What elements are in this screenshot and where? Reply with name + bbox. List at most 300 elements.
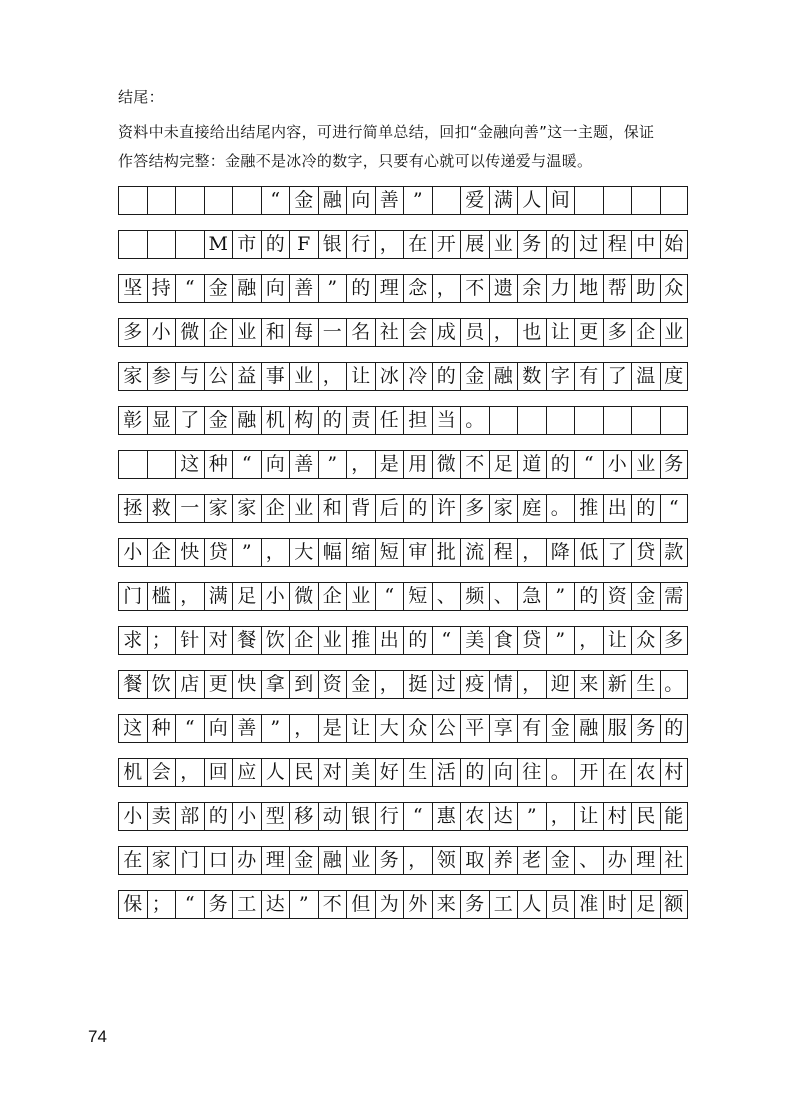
grid-cell: “ bbox=[175, 274, 204, 303]
grid-row bbox=[118, 494, 688, 523]
grid-cell: 槛 bbox=[147, 582, 176, 611]
grid-cell: 这 bbox=[175, 450, 204, 479]
grid-cell: 后 bbox=[375, 494, 404, 523]
grid-cell: 这 bbox=[118, 714, 147, 743]
grid-cell: 需 bbox=[660, 582, 689, 611]
grid-cell: 融 bbox=[489, 362, 518, 391]
grid-row bbox=[118, 626, 688, 655]
grid-cell: 的 bbox=[261, 230, 290, 259]
grid-cell: 卖 bbox=[147, 802, 176, 831]
grid-cell: 不 bbox=[460, 450, 489, 479]
grid-cell: 频 bbox=[460, 582, 489, 611]
grid-cell: 务 bbox=[204, 890, 233, 919]
grid-cell: 、 bbox=[574, 846, 603, 875]
grid-cell: ， bbox=[175, 758, 204, 787]
grid-cell: 挺 bbox=[403, 670, 432, 699]
grid-cell: 的 bbox=[546, 230, 575, 259]
grid-cell: 家 bbox=[118, 362, 147, 391]
grid-cell: 时 bbox=[603, 890, 632, 919]
grid-cell: 惠 bbox=[432, 802, 461, 831]
grid-cell bbox=[432, 186, 461, 215]
grid-cell: 更 bbox=[204, 670, 233, 699]
grid-cell: 市 bbox=[232, 230, 261, 259]
grid-cell: 理 bbox=[375, 274, 404, 303]
grid-cell: 达 bbox=[261, 890, 290, 919]
grid-cell: 的 bbox=[204, 802, 233, 831]
grid-cell: 爱 bbox=[460, 186, 489, 215]
grid-cell: ” bbox=[232, 538, 261, 567]
grid-cell: ” bbox=[517, 802, 546, 831]
grid-cell: 家 bbox=[489, 494, 518, 523]
grid-cell: 融 bbox=[232, 406, 261, 435]
grid-cell: 家 bbox=[232, 494, 261, 523]
grid-cell: 融 bbox=[318, 186, 347, 215]
grid-cell bbox=[574, 406, 603, 435]
grid-cell: 低 bbox=[574, 538, 603, 567]
grid-cell: 企 bbox=[204, 318, 233, 347]
grid-cell: 彰 bbox=[118, 406, 147, 435]
grid-cell bbox=[546, 406, 575, 435]
grid-cell: 微 bbox=[432, 450, 461, 479]
grid-cell: 有 bbox=[574, 362, 603, 391]
grid-cell: 字 bbox=[546, 362, 575, 391]
grid-cell: ， bbox=[261, 538, 290, 567]
grid-cell: 用 bbox=[403, 450, 432, 479]
grid-row bbox=[118, 274, 688, 303]
grid-cell: 员 bbox=[546, 890, 575, 919]
grid-cell: 金 bbox=[546, 846, 575, 875]
grid-cell: 美 bbox=[346, 758, 375, 787]
grid-cell: ” bbox=[546, 582, 575, 611]
grid-cell: 显 bbox=[147, 406, 176, 435]
grid-cell: 种 bbox=[147, 714, 176, 743]
grid-cell: 生 bbox=[403, 758, 432, 787]
grid-cell: 饮 bbox=[261, 626, 290, 655]
grid-cell: 对 bbox=[318, 758, 347, 787]
grid-cell: 社 bbox=[660, 846, 689, 875]
grid-cell: ， bbox=[375, 670, 404, 699]
grid-cell: 针 bbox=[175, 626, 204, 655]
grid-cell: “ bbox=[261, 186, 290, 215]
grid-cell: 业 bbox=[232, 318, 261, 347]
grid-cell: 能 bbox=[660, 802, 689, 831]
grid-cell: 养 bbox=[489, 846, 518, 875]
grid-cell: 门 bbox=[118, 582, 147, 611]
grid-cell: 小 bbox=[261, 582, 290, 611]
grid-cell: 足 bbox=[489, 450, 518, 479]
grid-cell: F bbox=[289, 230, 318, 259]
grid-cell: 新 bbox=[603, 670, 632, 699]
grid-cell: 足 bbox=[232, 582, 261, 611]
grid-cell: 型 bbox=[261, 802, 290, 831]
grid-cell bbox=[517, 406, 546, 435]
grid-cell: 机 bbox=[118, 758, 147, 787]
grid-cell: 业 bbox=[489, 230, 518, 259]
grid-cell: “ bbox=[375, 582, 404, 611]
grid-cell: 的 bbox=[460, 758, 489, 787]
grid-cell: 益 bbox=[232, 362, 261, 391]
grid-cell: 过 bbox=[574, 230, 603, 259]
grid-cell: 民 bbox=[631, 802, 660, 831]
grid-cell: 社 bbox=[375, 318, 404, 347]
grid-cell: 好 bbox=[375, 758, 404, 787]
grid-cell: 的 bbox=[403, 494, 432, 523]
grid-cell: 银 bbox=[346, 802, 375, 831]
grid-cell: 了 bbox=[603, 362, 632, 391]
grid-cell: ” bbox=[318, 450, 347, 479]
grid-cell: 善 bbox=[375, 186, 404, 215]
grid-cell: 疫 bbox=[460, 670, 489, 699]
grid-cell: 庭 bbox=[517, 494, 546, 523]
grid-cell: 多 bbox=[118, 318, 147, 347]
grid-cell: 。 bbox=[660, 670, 689, 699]
grid-cell: 业 bbox=[318, 626, 347, 655]
grid-cell: 小 bbox=[603, 450, 632, 479]
grid-cell: 足 bbox=[631, 890, 660, 919]
grid-cell bbox=[232, 186, 261, 215]
grid-cell: 来 bbox=[574, 670, 603, 699]
grid-cell: 和 bbox=[318, 494, 347, 523]
grid-cell: 办 bbox=[603, 846, 632, 875]
grid-row bbox=[118, 406, 688, 435]
grid-cell bbox=[660, 406, 689, 435]
grid-cell: 责 bbox=[346, 406, 375, 435]
grid-cell bbox=[204, 186, 233, 215]
grid-cell: 展 bbox=[460, 230, 489, 259]
grid-cell: “ bbox=[660, 494, 689, 523]
grid-cell: 多 bbox=[603, 318, 632, 347]
grid-cell: 的 bbox=[546, 450, 575, 479]
grid-cell: 微 bbox=[175, 318, 204, 347]
grid-cell bbox=[489, 406, 518, 435]
grid-cell: 构 bbox=[289, 406, 318, 435]
grid-cell: 务 bbox=[517, 230, 546, 259]
grid-cell: 准 bbox=[574, 890, 603, 919]
grid-cell: ， bbox=[318, 362, 347, 391]
grid-cell: 。 bbox=[460, 406, 489, 435]
grid-cell: “ bbox=[175, 714, 204, 743]
intro-paragraph-line-1: 资料中未直接给出结尾内容，可进行简单总结，回扣“金融向善”这一主题，保证 bbox=[118, 123, 655, 141]
grid-cell: 务 bbox=[631, 714, 660, 743]
grid-cell: 食 bbox=[489, 626, 518, 655]
grid-row bbox=[118, 538, 688, 567]
grid-cell: 让 bbox=[346, 714, 375, 743]
grid-cell: 坚 bbox=[118, 274, 147, 303]
grid-cell: 门 bbox=[175, 846, 204, 875]
grid-cell: 移 bbox=[289, 802, 318, 831]
grid-cell: 帮 bbox=[603, 274, 632, 303]
grid-cell: 拿 bbox=[261, 670, 290, 699]
grid-cell: 善 bbox=[289, 274, 318, 303]
grid-cell: ， bbox=[175, 582, 204, 611]
grid-cell: 公 bbox=[432, 714, 461, 743]
grid-cell: 理 bbox=[631, 846, 660, 875]
grid-cell bbox=[118, 186, 147, 215]
grid-cell: 流 bbox=[460, 538, 489, 567]
grid-cell: 理 bbox=[261, 846, 290, 875]
grid-cell: 到 bbox=[289, 670, 318, 699]
grid-cell: ， bbox=[403, 846, 432, 875]
grid-cell: 冷 bbox=[403, 362, 432, 391]
grid-cell: 冰 bbox=[375, 362, 404, 391]
grid-cell: 贷 bbox=[631, 538, 660, 567]
grid-cell: 满 bbox=[204, 582, 233, 611]
grid-cell: 的 bbox=[318, 406, 347, 435]
grid-cell: 金 bbox=[289, 186, 318, 215]
grid-cell: 背 bbox=[346, 494, 375, 523]
grid-cell: 大 bbox=[289, 538, 318, 567]
grid-cell: 业 bbox=[289, 362, 318, 391]
grid-cell: 金 bbox=[631, 582, 660, 611]
grid-cell: 不 bbox=[318, 890, 347, 919]
grid-cell: 融 bbox=[318, 846, 347, 875]
grid-cell: 贷 bbox=[204, 538, 233, 567]
grid-row bbox=[118, 318, 688, 347]
grid-cell: 行 bbox=[375, 802, 404, 831]
grid-cell: 餐 bbox=[232, 626, 261, 655]
grid-cell: “ bbox=[574, 450, 603, 479]
grid-cell: 有 bbox=[517, 714, 546, 743]
grid-cell: 幅 bbox=[318, 538, 347, 567]
grid-cell bbox=[147, 186, 176, 215]
grid-cell: 一 bbox=[175, 494, 204, 523]
grid-cell: 快 bbox=[232, 670, 261, 699]
grid-cell: 店 bbox=[175, 670, 204, 699]
grid-cell: 外 bbox=[403, 890, 432, 919]
grid-cell bbox=[631, 186, 660, 215]
grid-cell: 更 bbox=[574, 318, 603, 347]
grid-cell: 金 bbox=[204, 406, 233, 435]
grid-cell: 务 bbox=[375, 846, 404, 875]
grid-cell: 中 bbox=[631, 230, 660, 259]
grid-cell: 持 bbox=[147, 274, 176, 303]
grid-cell: 向 bbox=[261, 274, 290, 303]
grid-cell: 饮 bbox=[147, 670, 176, 699]
grid-cell: 让 bbox=[603, 626, 632, 655]
grid-cell: 款 bbox=[660, 538, 689, 567]
grid-row bbox=[118, 362, 688, 391]
grid-cell bbox=[118, 450, 147, 479]
grid-cell: 微 bbox=[289, 582, 318, 611]
grid-cell: ” bbox=[261, 714, 290, 743]
grid-row bbox=[118, 582, 688, 611]
grid-cell: 、 bbox=[489, 582, 518, 611]
grid-cell: 救 bbox=[147, 494, 176, 523]
grid-cell: 当 bbox=[432, 406, 461, 435]
grid-cell: 口 bbox=[204, 846, 233, 875]
grid-cell: 动 bbox=[318, 802, 347, 831]
grid-cell: 一 bbox=[318, 318, 347, 347]
grid-row bbox=[118, 186, 688, 215]
grid-cell: 温 bbox=[631, 362, 660, 391]
grid-row bbox=[118, 890, 688, 919]
grid-cell: 村 bbox=[660, 758, 689, 787]
grid-cell: 银 bbox=[318, 230, 347, 259]
grid-cell: “ bbox=[403, 802, 432, 831]
grid-cell: 办 bbox=[232, 846, 261, 875]
grid-cell: 金 bbox=[204, 274, 233, 303]
grid-cell: 融 bbox=[232, 274, 261, 303]
grid-cell: ” bbox=[289, 890, 318, 919]
grid-cell: 的 bbox=[574, 582, 603, 611]
grid-cell: 生 bbox=[631, 670, 660, 699]
grid-cell: 融 bbox=[574, 714, 603, 743]
grid-cell: 多 bbox=[660, 626, 689, 655]
grid-cell: ” bbox=[403, 186, 432, 215]
grid-cell: 业 bbox=[660, 318, 689, 347]
grid-cell: 拯 bbox=[118, 494, 147, 523]
grid-cell: 在 bbox=[118, 846, 147, 875]
grid-cell: 回 bbox=[204, 758, 233, 787]
grid-cell: ， bbox=[432, 274, 461, 303]
grid-cell: 急 bbox=[517, 582, 546, 611]
grid-cell: 企 bbox=[289, 626, 318, 655]
grid-row bbox=[118, 230, 688, 259]
grid-cell: 家 bbox=[204, 494, 233, 523]
grid-cell: ， bbox=[346, 450, 375, 479]
grid-cell: 是 bbox=[318, 714, 347, 743]
grid-cell: “ bbox=[432, 626, 461, 655]
grid-cell: 过 bbox=[432, 670, 461, 699]
grid-cell: 善 bbox=[232, 714, 261, 743]
grid-cell: 享 bbox=[489, 714, 518, 743]
grid-cell: 不 bbox=[460, 274, 489, 303]
grid-cell bbox=[603, 186, 632, 215]
grid-cell: 和 bbox=[261, 318, 290, 347]
grid-cell: 美 bbox=[460, 626, 489, 655]
grid-cell: 小 bbox=[147, 318, 176, 347]
grid-cell: ， bbox=[517, 670, 546, 699]
grid-cell: 情 bbox=[489, 670, 518, 699]
grid-cell: 向 bbox=[261, 450, 290, 479]
grid-cell: 金 bbox=[460, 362, 489, 391]
grid-cell: 道 bbox=[517, 450, 546, 479]
grid-cell: 审 bbox=[403, 538, 432, 567]
grid-cell: 农 bbox=[460, 802, 489, 831]
grid-cell: ， bbox=[546, 802, 575, 831]
grid-cell: 金 bbox=[289, 846, 318, 875]
grid-cell: 会 bbox=[403, 318, 432, 347]
grid-cell: 资 bbox=[603, 582, 632, 611]
grid-cell: 降 bbox=[546, 538, 575, 567]
grid-cell: 业 bbox=[346, 582, 375, 611]
grid-cell: 务 bbox=[660, 450, 689, 479]
grid-cell: 小 bbox=[118, 538, 147, 567]
grid-cell: 多 bbox=[460, 494, 489, 523]
grid-cell: 成 bbox=[432, 318, 461, 347]
grid-cell bbox=[574, 186, 603, 215]
grid-cell: 业 bbox=[631, 450, 660, 479]
grid-cell: 在 bbox=[403, 230, 432, 259]
grid-cell: 迎 bbox=[546, 670, 575, 699]
grid-cell: 是 bbox=[375, 450, 404, 479]
grid-cell: 金 bbox=[546, 714, 575, 743]
grid-cell: 务 bbox=[460, 890, 489, 919]
grid-cell: 企 bbox=[631, 318, 660, 347]
grid-cell: 金 bbox=[346, 670, 375, 699]
grid-cell: 了 bbox=[175, 406, 204, 435]
grid-cell: 人 bbox=[517, 890, 546, 919]
grid-cell: “ bbox=[232, 450, 261, 479]
grid-cell: ， bbox=[375, 230, 404, 259]
grid-cell: 取 bbox=[460, 846, 489, 875]
grid-cell: 。 bbox=[546, 494, 575, 523]
grid-cell: ， bbox=[574, 626, 603, 655]
grid-cell: 的 bbox=[660, 714, 689, 743]
grid-cell: 众 bbox=[403, 714, 432, 743]
grid-cell: 间 bbox=[546, 186, 575, 215]
grid-cell: ， bbox=[289, 714, 318, 743]
grid-cell: 度 bbox=[660, 362, 689, 391]
grid-cell bbox=[147, 230, 176, 259]
grid-cell: 开 bbox=[432, 230, 461, 259]
grid-cell: 事 bbox=[261, 362, 290, 391]
grid-cell: 行 bbox=[346, 230, 375, 259]
grid-cell: 许 bbox=[432, 494, 461, 523]
grid-row bbox=[118, 670, 688, 699]
grid-cell: 小 bbox=[118, 802, 147, 831]
grid-cell: 担 bbox=[403, 406, 432, 435]
grid-cell: 会 bbox=[147, 758, 176, 787]
grid-cell bbox=[175, 186, 204, 215]
grid-cell: 助 bbox=[631, 274, 660, 303]
grid-cell: 人 bbox=[261, 758, 290, 787]
grid-cell bbox=[631, 406, 660, 435]
grid-cell: 的 bbox=[432, 362, 461, 391]
grid-cell: 让 bbox=[346, 362, 375, 391]
grid-cell: 种 bbox=[204, 450, 233, 479]
grid-cell: 程 bbox=[489, 538, 518, 567]
grid-cell bbox=[175, 230, 204, 259]
grid-cell: 善 bbox=[289, 450, 318, 479]
grid-row bbox=[118, 846, 688, 875]
grid-cell: 公 bbox=[204, 362, 233, 391]
grid-cell: 出 bbox=[375, 626, 404, 655]
grid-cell: 众 bbox=[660, 274, 689, 303]
grid-cell: 村 bbox=[603, 802, 632, 831]
grid-cell: 对 bbox=[204, 626, 233, 655]
grid-cell: 名 bbox=[346, 318, 375, 347]
grid-cell: 出 bbox=[603, 494, 632, 523]
grid-cell: 餐 bbox=[118, 670, 147, 699]
grid-cell bbox=[603, 406, 632, 435]
grid-cell: 的 bbox=[346, 274, 375, 303]
grid-cell: 部 bbox=[175, 802, 204, 831]
grid-cell: 余 bbox=[517, 274, 546, 303]
grid-cell: 为 bbox=[375, 890, 404, 919]
grid-cell: 也 bbox=[517, 318, 546, 347]
grid-cell: 缩 bbox=[346, 538, 375, 567]
grid-cell: 始 bbox=[660, 230, 689, 259]
grid-cell: ； bbox=[147, 626, 176, 655]
grid-row bbox=[118, 714, 688, 743]
essay-answer-grid bbox=[118, 186, 688, 934]
grid-cell: 众 bbox=[631, 626, 660, 655]
grid-cell: 小 bbox=[232, 802, 261, 831]
grid-cell: 向 bbox=[346, 186, 375, 215]
grid-cell: 领 bbox=[432, 846, 461, 875]
grid-cell: 工 bbox=[489, 890, 518, 919]
grid-cell: 、 bbox=[432, 582, 461, 611]
grid-row bbox=[118, 450, 688, 479]
grid-cell bbox=[660, 186, 689, 215]
grid-cell: 大 bbox=[375, 714, 404, 743]
grid-cell: 额 bbox=[660, 890, 689, 919]
grid-cell: 与 bbox=[175, 362, 204, 391]
grid-cell bbox=[118, 230, 147, 259]
grid-cell: 每 bbox=[289, 318, 318, 347]
grid-cell: ” bbox=[318, 274, 347, 303]
